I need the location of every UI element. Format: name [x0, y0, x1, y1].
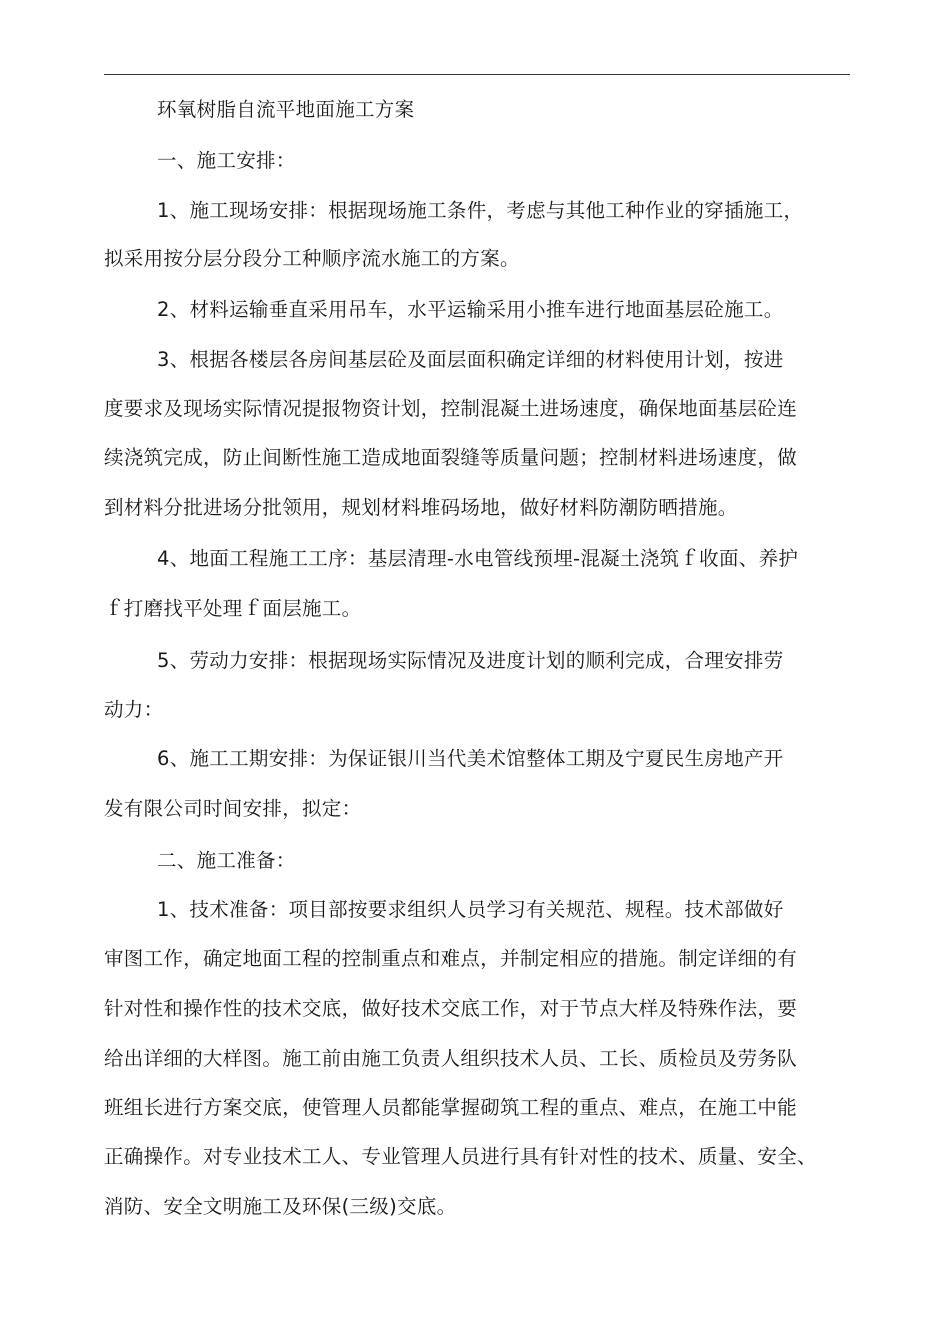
- paragraph-line: ｆ打磨找平处理ｆ面层施工。: [104, 597, 362, 620]
- paragraph-line: 审图工作，确定地面工程的控制重点和难点，并制定相应的措施。制定详细的有: [104, 947, 798, 970]
- paragraph-line: 续浇筑完成，防止间断性施工造成地面裂缝等质量问题；控制材料进场速度，做: [104, 446, 798, 469]
- paragraph-line: 度要求及现场实际情况提报物资计划，控制混凝土进场速度，确保地面基层砼连: [104, 397, 798, 420]
- paragraph-line: 1、技术准备：项目部按要求组织人员学习有关规范、规程。技术部做好: [157, 898, 784, 921]
- paragraph-line: 正确操作。对专业技术工人、专业管理人员进行具有针对性的技术、质量、安全、: [104, 1145, 817, 1168]
- paragraph-line: 到材料分批进场分批领用，规划材料堆码场地，做好材料防潮防晒措施。: [104, 496, 738, 519]
- paragraph-line: 发有限公司时间安排，拟定：: [104, 797, 362, 820]
- section-heading-arrangement: 一、施工安排：: [157, 149, 296, 172]
- paragraph-line: 拟采用按分层分段分工种顺序流水施工的方案。: [104, 247, 520, 270]
- paragraph-line: 给出详细的大样图。施工前由施工负责人组织技术人员、工长、质检员及劳务队: [104, 1047, 798, 1070]
- paragraph-line: 3、根据各楼层各房间基层砼及面层面积确定详细的材料使用计划，按进: [157, 348, 784, 371]
- header-rule: [104, 74, 850, 75]
- paragraph-line: 动力：: [104, 698, 164, 721]
- paragraph-line: 针对性和操作性的技术交底，做好技术交底工作，对于节点大样及特殊作法，要: [104, 997, 798, 1020]
- paragraph-line: 班组长进行方案交底，使管理人员都能掌握砌筑工程的重点、难点，在施工中能: [104, 1096, 798, 1119]
- paragraph-line: 4、地面工程施工工序：基层清理-水电管线预埋-混凝土浇筑ｆ收面、养护: [157, 547, 799, 570]
- paragraph-line: 1、施工现场安排：根据现场施工条件，考虑与其他工种作业的穿插施工，: [157, 199, 804, 222]
- paragraph-line: 6、施工工期安排：为保证银川当代美术馆整体工期及宁夏民生房地产开: [157, 747, 784, 770]
- paragraph-line: 消防、安全文明施工及环保(三级)交底。: [104, 1195, 457, 1218]
- paragraph-line: 2、材料运输垂直采用吊车，水平运输采用小推车进行地面基层砼施工。: [157, 298, 784, 321]
- section-heading-preparation: 二、施工准备：: [157, 849, 296, 872]
- document-title: 环氧树脂自流平地面施工方案: [157, 98, 415, 121]
- paragraph-line: 5、劳动力安排：根据现场实际情况及进度计划的顺利完成，合理安排劳: [157, 649, 784, 672]
